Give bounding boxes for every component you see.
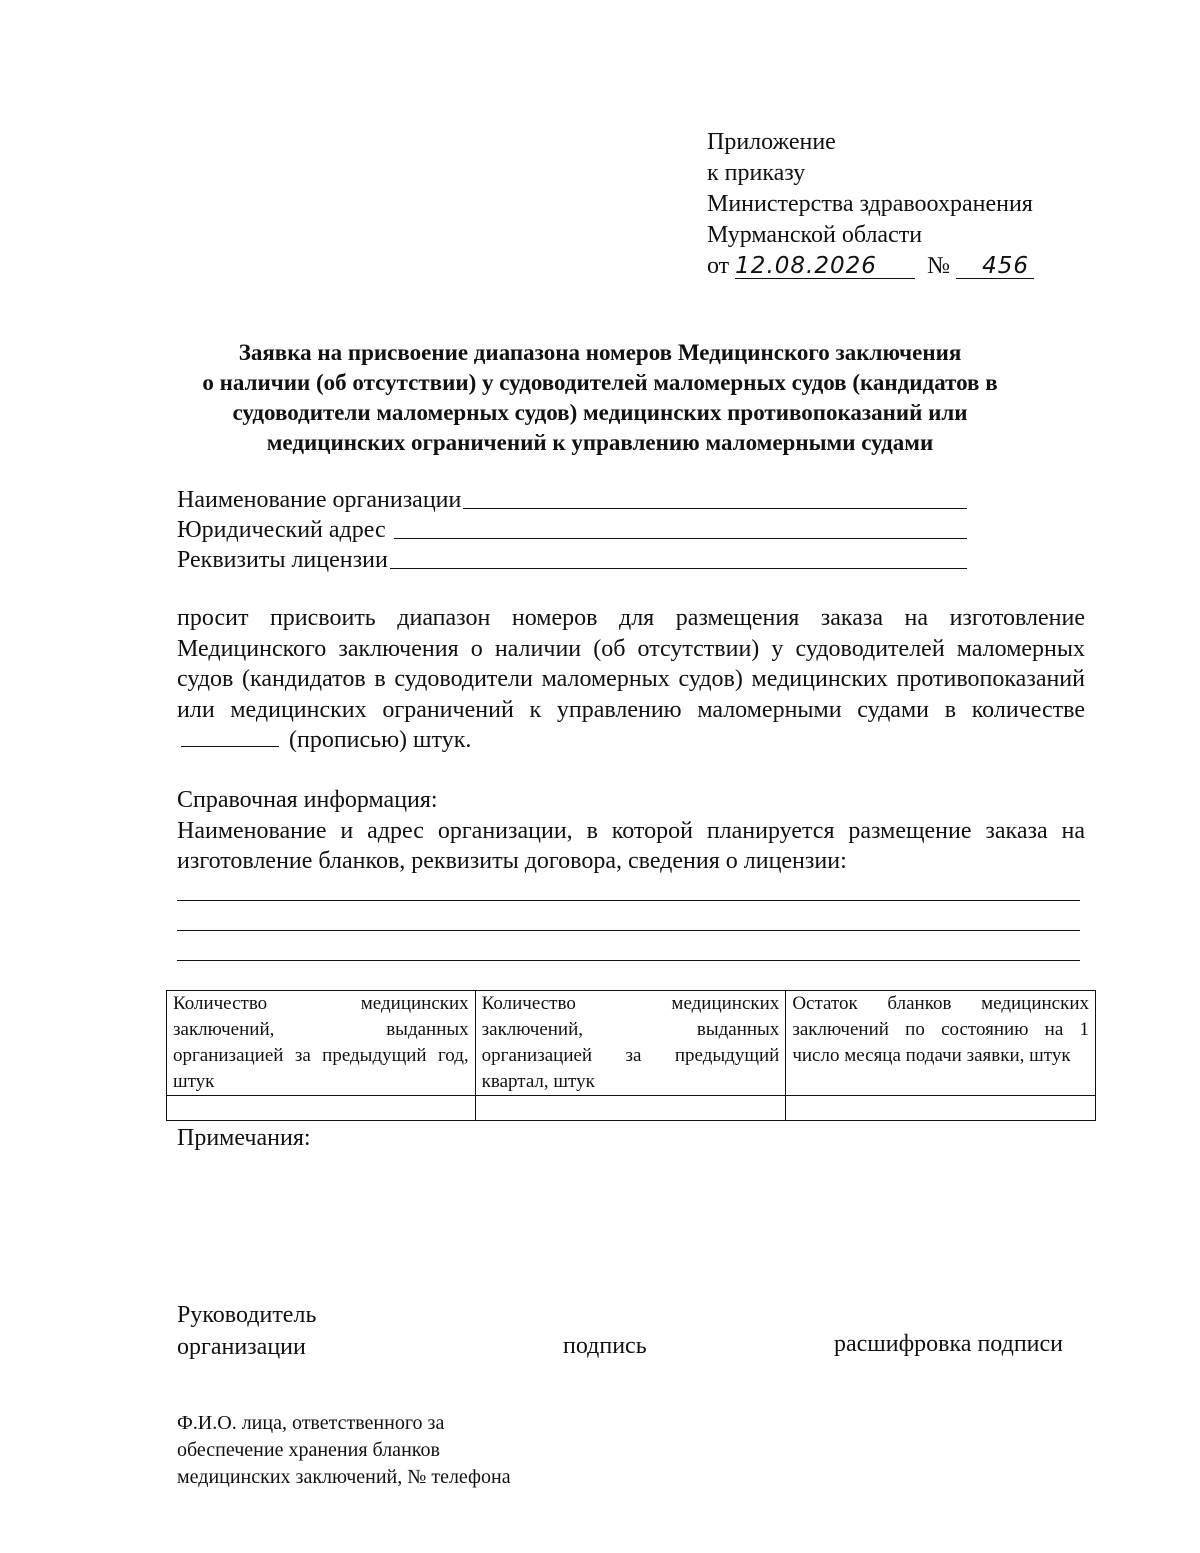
quantity-blank[interactable] [181,726,279,747]
table-header-cell: Количество медицинских заключений, выданных организацией за предыдущий квартал, штук [475,991,786,1096]
table-row [167,1096,1096,1121]
reference-fill-line[interactable] [177,900,1080,901]
signature-decode-label: расшифровка подписи [834,1331,1064,1357]
order-date-field [735,254,915,279]
appendix-block [707,127,1034,282]
reference-fill-line[interactable] [177,930,1080,931]
reference-section [177,785,1085,877]
table-cell-empty[interactable] [475,1096,786,1121]
legal-address-row [177,515,967,545]
order-number-handwritten: 456 [982,253,1029,279]
organization-fields [177,485,967,575]
request-text: просит присвоить диапазон номеров для размещения заказа на изготовление Медицинского заключения о наличии (об отсутствии) у судоводителей маломерных судов (кандидатов в судоводители маломерных судов) медицинских противопоказаний или медицинских ограничений к управлению маломерными судами в количестве [177,605,1085,723]
table-header-cell: Остаток бланков медицинских заключений по состоянию на 1 число месяца подачи заявки, штук [786,991,1096,1096]
license-label: Реквизиты лицензии [177,547,388,573]
reference-fill-line[interactable] [177,960,1080,961]
org-name-input-line[interactable] [463,508,967,509]
order-date-number [707,251,1034,282]
table-cell-empty[interactable] [786,1096,1096,1121]
org-name-row [177,485,967,515]
head-title-line1: Руководитель [177,1302,317,1328]
table-header-cell: Количество медицинских заключений, выданных организацией за предыдущий год, штук [167,991,476,1096]
legal-address-input-line[interactable] [394,538,967,539]
reference-text: Наименование и адрес организации, в которой планируется размещение заказа на изготовление бланков, реквизиты договора, сведения о лицензии: [177,817,1085,874]
title-line: Заявка на присвоение диапазона номеров Медицинского заключения [238,340,962,365]
number-label: № [927,253,951,279]
license-input-line[interactable] [390,568,967,569]
license-row [177,545,967,575]
request-text-end: (прописью) штук. [289,727,472,753]
statistics-table [166,990,1096,1121]
request-paragraph [177,603,1085,756]
signature-label: подпись [563,1333,647,1359]
appendix-line: к приказу [707,160,806,186]
responsible-line: Ф.И.О. лица, ответственного за [177,1412,445,1434]
appendix-line: Приложение [707,129,836,155]
responsible-line: обеспечение хранения бланков [177,1439,440,1461]
title-line: медицинских ограничений к управлению маломерными судами [266,430,934,455]
notes-label: Примечания: [177,1125,311,1151]
table-cell-empty[interactable] [167,1096,476,1121]
order-date-handwritten: 12.08.2026 [735,253,877,279]
title-line: судоводители маломерных судов) медицинских противопоказаний или [232,400,968,425]
legal-address-label: Юридический адрес [177,517,386,543]
appendix-line: Мурманской области [707,222,923,248]
table-header-row [167,991,1096,1096]
org-name-label: Наименование организации [177,487,462,513]
title-line: о наличии (об отсутствии) у судоводителей маломерных судов (кандидатов в [202,370,998,395]
order-number-field [956,254,1034,279]
appendix-line: Министерства здравоохранения [707,191,1033,217]
signature-head [177,1299,316,1363]
responsible-line: медицинских заключений, № телефона [177,1466,511,1488]
reference-heading: Справочная информация: [177,787,438,813]
from-label: от [707,253,730,279]
document-title [150,338,1050,458]
responsible-person-block [177,1410,511,1491]
head-title-line2: организации [177,1334,306,1360]
